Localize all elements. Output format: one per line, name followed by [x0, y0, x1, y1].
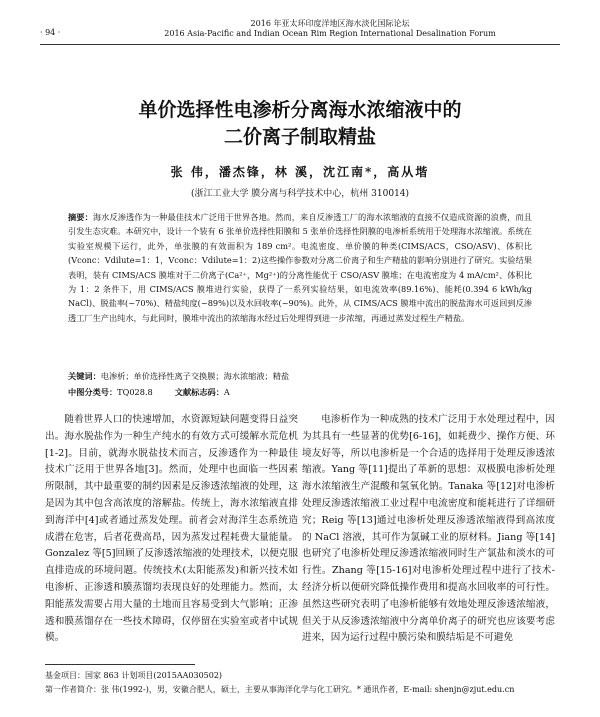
conference-title-cn: 2016 年亚太环印度洋地区海水淡化国际论坛: [250, 19, 410, 28]
clc-value: TQ028.8: [117, 387, 153, 397]
abstract-label: 摘要：: [68, 212, 93, 222]
body-paragraph: 电渗析作为一种成熟的技术广泛用于水处理过程中，因为其具有一些显著的优势[6-16]，如耗费少、操作方便、环境友好等，所以电渗析是一个合适的选择用于处理反渗透浓缩液。Yang 等[11]提出了革新的思想：双极膜电渗析处理海水浓缩液生产混酸和氢氧化钠。Tanaka 等[12]对电渗析处理反渗透浓缩液工业过程中电流密度和能耗进行了详细研究；Reig 等[13]通过电渗析处理反渗透浓缩液得到高浓度的 NaCl 溶液，其可作为氯碱工业的原材料。Jiang 等[14]也研究了电渗析处理反渗透浓缩液同时生产氯盐和淡水的可行性。Zhang 等[15-16]对电渗析处理过程中进行了技术-经济分析以便研究降低操作费用和提高水回收率的可行性。虽然这些研究表明了电渗析能够有效地处理反渗透浓缩液，但关于从反渗透浓缩液中分离单价离子的研究也应该要考虑进来，因为运行过程中膜污染和膜结垢是不可避免: [302, 414, 555, 644]
keywords-label: 关键词：: [68, 371, 101, 381]
keywords: [68, 371, 532, 382]
conference-title-en: 2016 Asia-Pacific and Indian Ocean Rim Region International Desalination Forum: [164, 29, 496, 38]
abstract-text: 海水反渗透作为一种最佳技术广泛用于世界各地。然而，来自反渗透工厂的海水浓缩液的直接不仅造成资源的浪费，而且引发生态灾难。本研究中，设计一个装有 6 张单价选择性阳膜和 5 张单价选择性阴膜的电渗析系统用于处理海水浓缩液。系统在实验室规模下运行，此外，单张膜的有效面积为 189 cm²。电流密度、单价膜的种类(CIMS/ACS，CSO/ASV)、体积比(Vconc：Vdilute=1：1，Vconc：Vdilute=1：2)这些操作参数对分离二价离子和生产精盐的影响分别进行了研究。实验结果表明，装有 CIMS/ACS 膜堆对于二价离子(Ca²⁺，Mg²⁺)的分离性能优于 CSO/ASV 膜堆；在电流密度为 4 mA/cm²、体积比为 1：2 条件下，用 CIMS/ACS 膜堆进行实验，获得了一系列实验结果，如电流效率(89.16%)、能耗(0.394 6 kWh/kg NaCl)、脱盐率(~70%)、精盐纯度(~89%)以及水回收率(~90%)。此外，从 CIMS/ACS 膜堆中流出的脱盐海水可返回到反渗透工厂生产出纯水，与此同时，膜堆中流出的浓缩海水经过后处理得到进一步浓缩，再通过蒸发过程生产精盐。: [68, 212, 532, 323]
footnote-fund: 基金项目：国家 863 计划项目(2015AA030502): [45, 671, 223, 680]
classification: [68, 387, 532, 398]
body-paragraph: 随着世界人口的快速增加，水资源短缺问题变得日益突出。海水脱盐作为一种生产纯水的有效方式可缓解水荒危机[1-2]。目前，就海水脱盐技术而言，反渗透作为一种最佳技术广泛用于世界各地[3]。然而，处理中也面临一些因素所限制，其中最重要的制约因素是反渗透浓缩液的处理，这是因为其中包含高浓度的溶解盐。传统上，海水浓缩液直排到海洋中[4]或者通过蒸发处理。前者会对海洋生态系统造成潜在危害，后者花费高昂，因为蒸发过程耗费大量能量。Gonzalez 等[5]回顾了反渗透浓缩液的处理技术，以便克服直排造成的环境问题。传统技术(太阳能蒸发)和新兴技术如电渗析、正渗透和膜蒸馏均表现良好的处理能力。然而，太阳能蒸发需要占用大量的土地而且容易受到大气影响；正渗透和膜蒸馏存在一些技术障碍，仅停留在实验室或者中试规模。: [45, 414, 298, 644]
page-number: · 94 ·: [40, 28, 61, 37]
doc-code-label: 文献标志码：: [174, 387, 224, 397]
header-rule: [40, 44, 560, 45]
footnote-rule: [45, 664, 195, 665]
abstract: [68, 210, 532, 325]
running-header: [40, 14, 560, 54]
body-column-left: [45, 412, 298, 647]
paper-title-line1: 单价选择性电渗析分离海水浓缩液中的: [138, 99, 462, 121]
doc-code-value: A: [223, 387, 230, 397]
paper-title-line2: 二价离子制取精盐: [223, 126, 376, 148]
affiliation: (浙江工业大学 膜分离与科学技术中心，杭州 310014): [190, 189, 410, 199]
author-list: 张 伟，潘杰锋，林 溪，沈江南*，高从堦: [170, 165, 430, 179]
clc-label: 中图分类号：: [68, 387, 118, 397]
keywords-text: 电渗析；单价选择性离子交换膜；海水浓缩液；精盐: [100, 371, 290, 381]
footnote-author: 第一作者简介：张 伟(1992-)，男，安徽合肥人，硕士，主要从事海洋化学与化工研究。* 通讯作者，E-mail: shenjn@zjut.edu.cn: [45, 685, 515, 694]
body-column-right: [302, 412, 555, 647]
